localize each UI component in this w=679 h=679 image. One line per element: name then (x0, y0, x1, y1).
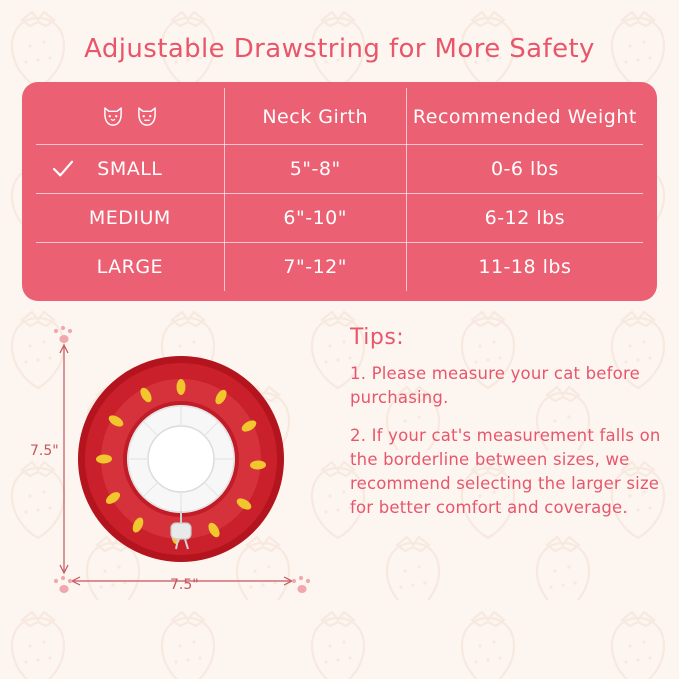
cat-face-icon-2 (134, 104, 160, 130)
height-dimension-label: 7.5" (30, 443, 59, 459)
table-row-large[interactable] (36, 243, 643, 292)
size-text-medium: MEDIUM (88, 207, 171, 229)
table-row-medium[interactable] (36, 194, 643, 243)
neck-girth-small: 5"-8" (224, 145, 406, 194)
size-text-small: SMALL (97, 158, 163, 180)
table-row-small[interactable] (36, 145, 643, 194)
header-size-icons (36, 88, 224, 145)
weight-medium: 6-12 lbs (406, 194, 643, 243)
paw-icon-bottom-right (292, 576, 310, 593)
header-recommended-weight: Recommended Weight (406, 88, 643, 145)
cat-face-icon-1 (100, 104, 126, 130)
neck-girth-large: 7"-12" (224, 243, 406, 292)
product-image (18, 325, 338, 605)
size-label-large (36, 243, 224, 292)
size-text-large: LARGE (96, 256, 164, 278)
paw-icon-bottom-left (54, 576, 72, 593)
tips-title: Tips: (350, 325, 405, 350)
size-label-small (36, 145, 224, 194)
size-chart-table (22, 82, 657, 301)
page-title: Adjustable Drawstring for More Safety (84, 34, 595, 64)
paw-icon-top-left (54, 326, 72, 343)
weight-small: 0-6 lbs (406, 145, 643, 194)
header-neck-girth: Neck Girth (224, 88, 406, 145)
neck-girth-medium: 6"-10" (224, 194, 406, 243)
weight-large: 11-18 lbs (478, 256, 572, 278)
tip-item-2: 2. If your cat's measurement falls on the borderline between sizes, we recommend selecting the larger size for better comfort and coverage. (350, 425, 661, 517)
tip-item-1: 1. Please measure your cat before purchasing. (350, 364, 640, 407)
width-dimension-label: 7.5" (170, 577, 199, 593)
size-label-medium (36, 194, 224, 243)
tips-section (338, 325, 661, 605)
lower-section (0, 325, 679, 605)
table-header-row (36, 88, 643, 145)
product-illustration-area (18, 325, 338, 605)
check-icon (52, 160, 74, 178)
